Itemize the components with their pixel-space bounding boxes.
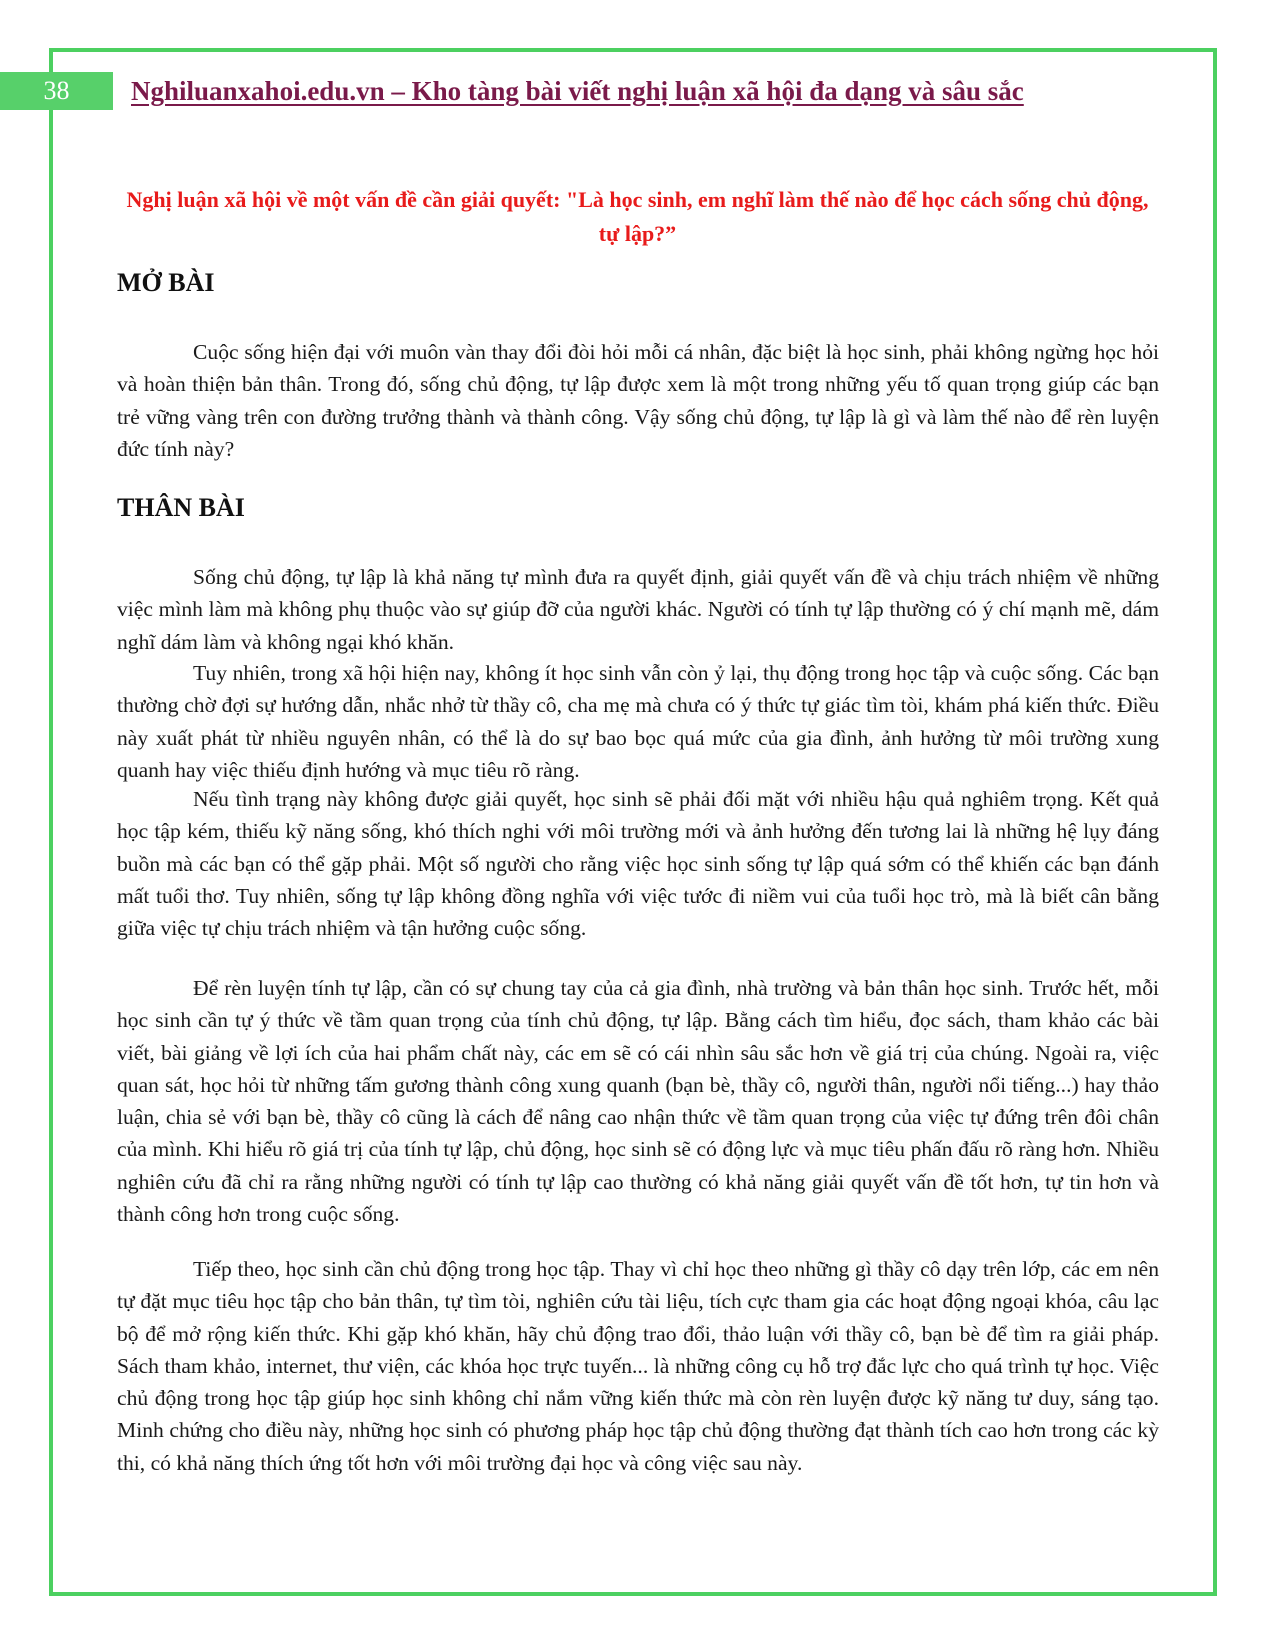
paragraph-body-3: Nếu tình trạng này không được giải quyết, học sinh sẽ phải đối mặt với nhiều hậu quả nghiêm trọng. Kết quả học tập kém, thiếu kỹ năng sống, khó thích nghi với môi trường mới và ảnh hưởng đến tương lai là những hệ lụy đáng buồn mà các bạn có thể gặp phải. Một số người cho rằng việc học sinh sống tự lập quá sớm có thể khiến các bạn đánh mất tuổi thơ. Tuy nhiên, sống tự lập không đồng nghĩa với việc tước đi niềm vui của tuổi học trò, mà là biết cân bằng giữa việc tự chịu trách nhiệm và tận hưởng cuộc sống.: [117, 787, 1159, 941]
heading-than-bai: THÂN BÀI: [117, 493, 245, 522]
paragraph-body-2: Tuy nhiên, trong xã hội hiện nay, không ít học sinh vẫn còn ỷ lại, thụ động trong học tập và cuộc sống. Các bạn thường chờ đợi sự hướng dẫn, nhắc nhở từ thầy cô, cha mẹ mà chưa có ý thức tự giác tìm tòi, khám phá kiến thức. Điều này xuất phát từ nhiều nguyên nhân, có thể là do sự bao bọc quá mức của gia đình, ảnh hưởng từ môi trường xung quanh hay việc thiếu định hướng và mục tiêu rõ ràng.: [117, 661, 1159, 782]
paragraph-body-4: Để rèn luyện tính tự lập, cần có sự chung tay của cả gia đình, nhà trường và bản thân học sinh. Trước hết, mỗi học sinh cần tự ý thức về tầm quan trọng của tính chủ động, tự lập. Bằng cách tìm hiểu, đọc sách, tham khảo các bài viết, bài giảng về lợi ích của hai phẩm chất này, các em sẽ có cái nhìn sâu sắc hơn về giá trị của chúng. Ngoài ra, việc quan sát, học hỏi từ những tấm gương thành công xung quanh (bạn bè, thầy cô, người thân, người nổi tiếng...) hay thảo luận, chia sẻ với bạn bè, thầy cô cũng là cách để nâng cao nhận thức về tầm quan trọng của việc tự đứng trên đôi chân của mình. Khi hiểu rõ giá trị của tính tự lập, chủ động, học sinh sẽ có động lực và mục tiêu phấn đấu rõ ràng hơn. Nhiều nghiên cứu đã chỉ ra rằng những người có tính tự lập cao thường có khả năng giải quyết vấn đề tốt hơn, tự tin hơn và thành công hơn trong cuộc sống.: [117, 976, 1159, 1227]
paragraph-intro: Cuộc sống hiện đại với muôn vàn thay đổi đòi hỏi mỗi cá nhân, đặc biệt là học sinh, phải không ngừng học hỏi và hoàn thiện bản thân. Trong đó, sống chủ động, tự lập được xem là một trong những yếu tố quan trọng giúp các bạn trẻ vững vàng trên con đường trưởng thành và thành công. Vậy sống chủ động, tự lập là gì và làm thế nào để rèn luyện đức tính này?: [117, 340, 1159, 461]
heading-mo-bai: MỞ BÀI: [117, 268, 215, 297]
paragraph-body-5: Tiếp theo, học sinh cần chủ động trong học tập. Thay vì chỉ học theo những gì thầy cô dạy trên lớp, các em nên tự đặt mục tiêu học tập cho bản thân, tự tìm tòi, nghiên cứu tài liệu, tích cực tham gia các hoạt động ngoại khóa, câu lạc bộ để mở rộng kiến thức. Khi gặp khó khăn, hãy chủ động trao đổi, thảo luận với thầy cô, bạn bè để tìm ra giải pháp. Sách tham khảo, internet, thư viện, các khóa học trực tuyến... là những công cụ hỗ trợ đắc lực cho quá trình tự học. Việc chủ động trong học tập giúp học sinh không chỉ nắm vững kiến thức mà còn rèn luyện được kỹ năng tư duy, sáng tạo. Minh chứng cho điều này, những học sinh có phương pháp học tập chủ động thường đạt thành tích cao hơn trong các kỳ thi, có khả năng thích ứng tốt hơn với môi trường đại học và công việc sau này.: [117, 1257, 1159, 1475]
page-number: 38: [0, 72, 113, 110]
site-title-link[interactable]: Nghiluanxahoi.edu.vn – Kho tàng bài viết nghị luận xã hội đa dạng và sâu sắc: [131, 76, 1024, 106]
paragraph-body-1: Sống chủ động, tự lập là khả năng tự mình đưa ra quyết định, giải quyết vấn đề và chịu trách nhiệm về những việc mình làm mà không phụ thuộc vào sự giúp đỡ của người khác. Người có tính tự lập thường có ý chí mạnh mẽ, dám nghĩ dám làm và không ngại khó khăn.: [117, 565, 1159, 654]
essay-title: Nghị luận xã hội về một vấn đề cần giải quyết: "Là học sinh, em nghĩ làm thế nào để học cách sống chủ động, tự lập?”: [126, 187, 1149, 246]
